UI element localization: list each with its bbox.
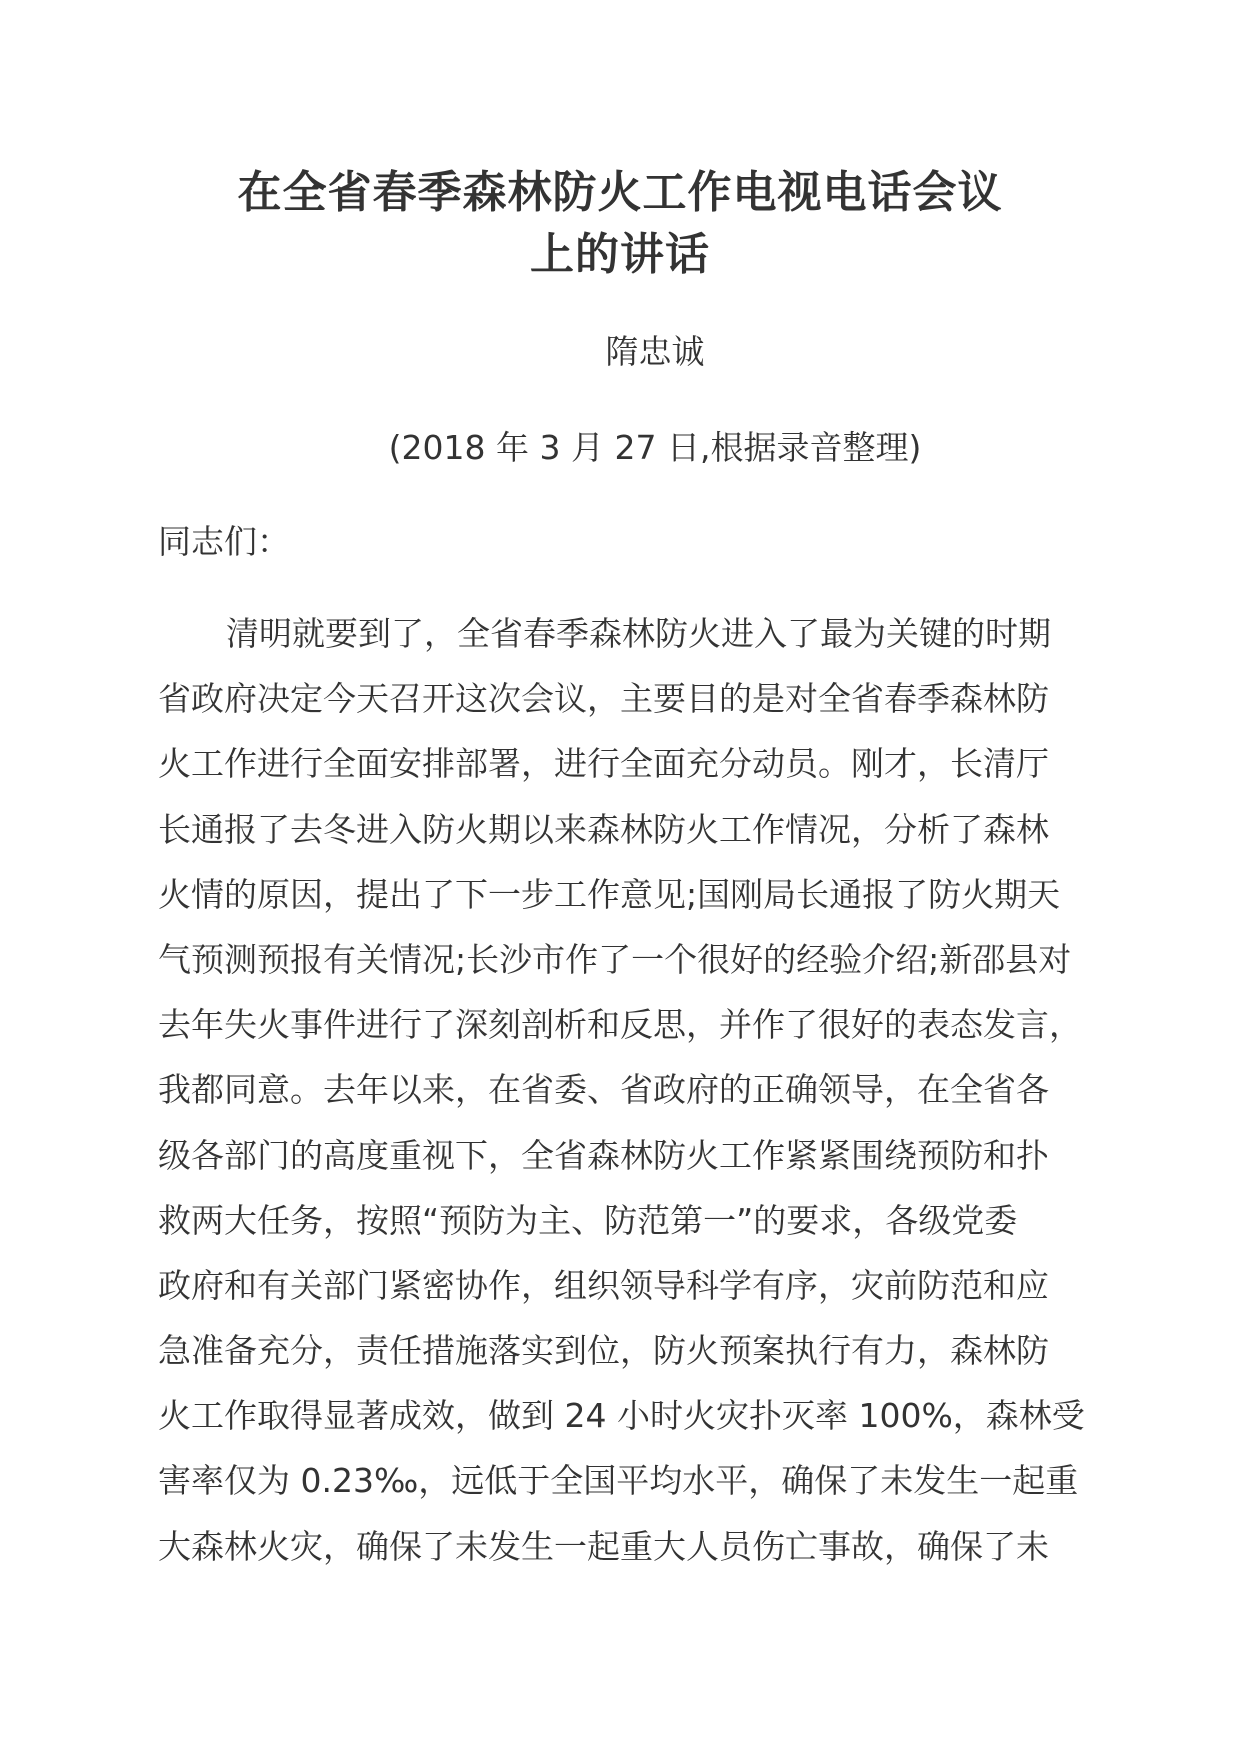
paragraph-line: 救两大任务，按照“预防为主、防范第一”的要求，各级党委 — [158, 1200, 1018, 1240]
paragraph-line: 气预测预报有关情况;长沙市作了一个很好的经验介绍;新邵县对 — [158, 939, 1072, 979]
paragraph-line: 大森林火灾，确保了未发生一起重大人员伤亡事故，确保了未 — [158, 1526, 1049, 1566]
paragraph-line: 火情的原因，提出了下一步工作意见;国刚局长通报了防火期天 — [158, 874, 1061, 914]
paragraph-line: 清明就要到了，全省春季森林防火进入了最为关键的时期 — [226, 614, 1051, 653]
document-title — [0, 162, 1240, 286]
paragraph-line: 火工作进行全面安排部署，进行全面充分动员。刚才，长清厅 — [158, 744, 1049, 784]
salutation: 同志们： — [158, 522, 290, 561]
paragraph-line: 去年失火事件进行了深刻剖析和反思，并作了很好的表态发言， — [158, 1005, 1082, 1045]
paragraph-line: 火工作取得显著成效，做到 24 小时火灾扑灭率 100%，森林受 — [158, 1396, 1085, 1436]
paragraph-line: 害率仅为 0.23‰，远低于全国平均水平，确保了未发生一起重 — [158, 1461, 1079, 1501]
paragraph-line: 长通报了去冬进入防火期以来森林防火工作情况，分析了森林 — [158, 809, 1049, 849]
paragraph-line: 我都同意。去年以来，在省委、省政府的正确领导，在全省各 — [158, 1070, 1049, 1110]
title-line-2: 上的讲话 — [530, 229, 710, 280]
paragraph-line: 急准备充分，责任措施落实到位，防火预案执行有力，森林防 — [158, 1331, 1049, 1371]
body-paragraph — [158, 614, 1098, 1592]
paragraph-line: 省政府决定今天召开这次会议，主要目的是对全省春季森林防 — [158, 679, 1049, 719]
paragraph-line: 级各部门的高度重视下，全省森林防火工作紧紧围绕预防和扑 — [158, 1135, 1049, 1175]
dateline: (2018 年 3 月 27 日,根据录音整理) — [388, 428, 922, 467]
paragraph-line: 政府和有关部门紧密协作，组织领导科学有序，灾前防范和应 — [158, 1265, 1049, 1305]
title-line-1: 在全省春季森林防火工作电视电话会议 — [237, 167, 1003, 218]
author-name: 隋忠诚 — [605, 332, 705, 371]
